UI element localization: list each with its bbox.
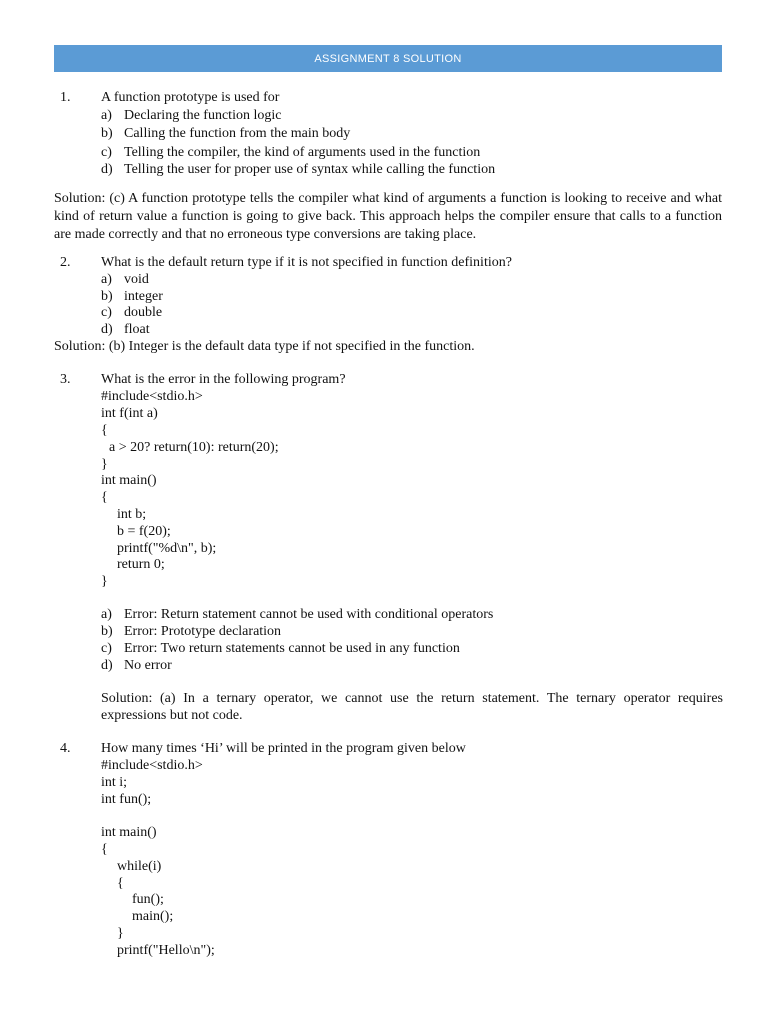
q4-code-line: fun(); — [132, 892, 164, 907]
q2-option-c-letter: c) — [101, 305, 112, 320]
q3-code-line: printf("%d\n", b); — [117, 541, 217, 556]
q3-code-line: { — [101, 423, 108, 438]
q2-option-b-text: integer — [124, 289, 163, 304]
q3-option-b-letter: b) — [101, 624, 113, 639]
q3-option-d-text: No error — [124, 658, 172, 673]
q2-option-a-text: void — [124, 272, 149, 287]
q1-option-a-letter: a) — [101, 108, 112, 123]
q4-code-line: #include<stdio.h> — [101, 758, 203, 773]
q3-code-line: a > 20? return(10): return(20); — [109, 440, 279, 455]
q3-code-line: #include<stdio.h> — [101, 389, 203, 404]
q3-option-d-letter: d) — [101, 658, 113, 673]
q1-option-b-text: Calling the function from the main body — [124, 126, 351, 141]
question-4-number: 4. — [60, 741, 71, 756]
q2-option-b-letter: b) — [101, 289, 113, 304]
q3-option-c-letter: c) — [101, 641, 112, 656]
q3-code-line: int f(int a) — [101, 406, 158, 421]
question-2-text: What is the default return type if it is not specified in function definition? — [101, 255, 512, 270]
question-3-solution: Solution: (a) In a ternary operator, we cannot use the return statement. The ternary operator requires expressions but not code. — [101, 691, 723, 723]
question-1-solution: Solution: (c) A function prototype tells the compiler what kind of arguments a function is looking to receive and what kind of return value a function is going to give back. This approach helps the compiler ensure that calls to a function are made correctly and that no erroneous type conversions are taking place. — [54, 191, 722, 242]
question-2-number: 2. — [60, 255, 71, 270]
q4-code-line: { — [101, 842, 108, 857]
q1-option-d-letter: d) — [101, 162, 113, 177]
q3-code-line: { — [101, 490, 108, 505]
q2-option-d-letter: d) — [101, 322, 113, 337]
q1-option-c-text: Telling the compiler, the kind of arguments used in the function — [124, 145, 481, 160]
q1-option-d-text: Telling the user for proper use of syntax while calling the function — [124, 162, 496, 177]
question-4-text: How many times ‘Hi’ will be printed in the program given below — [101, 741, 466, 756]
q1-option-c-letter: c) — [101, 145, 112, 160]
q3-code-line: b = f(20); — [117, 524, 171, 539]
q3-option-a-text: Error: Return statement cannot be used with conditional operators — [124, 607, 494, 622]
q3-option-a-letter: a) — [101, 607, 112, 622]
q1-option-a-text: Declaring the function logic — [124, 108, 282, 123]
q3-code-line: } — [101, 457, 108, 472]
q3-code-line: return 0; — [117, 557, 165, 572]
q2-option-a-letter: a) — [101, 272, 112, 287]
question-1-number: 1. — [60, 90, 71, 105]
q4-code-line: int fun(); — [101, 792, 152, 807]
q4-code-line: while(i) — [117, 859, 162, 874]
question-3-number: 3. — [60, 372, 71, 387]
q4-code-line: int main() — [101, 825, 157, 840]
q3-code-line: } — [101, 574, 108, 589]
q3-code-line: int main() — [101, 473, 157, 488]
question-1-text: A function prototype is used for — [101, 90, 280, 105]
q4-code-line: } — [117, 926, 124, 941]
q2-option-d-text: float — [124, 322, 150, 337]
q3-option-b-text: Error: Prototype declaration — [124, 624, 282, 639]
q4-code-line: printf("Hello\n"); — [117, 943, 215, 958]
q3-option-c-text: Error: Two return statements cannot be used in any function — [124, 641, 460, 656]
q1-option-b-letter: b) — [101, 126, 113, 141]
q3-code-line: int b; — [117, 507, 147, 522]
assignment-header: ASSIGNMENT 8 SOLUTION — [54, 45, 722, 72]
question-3-text: What is the error in the following program? — [101, 372, 346, 387]
q2-option-c-text: double — [124, 305, 163, 320]
q4-code-line: int i; — [101, 775, 128, 790]
q4-code-line: { — [117, 876, 124, 891]
q4-code-line: main(); — [132, 909, 174, 924]
question-2-solution: Solution: (b) Integer is the default data type if not specified in the function. — [54, 339, 475, 354]
